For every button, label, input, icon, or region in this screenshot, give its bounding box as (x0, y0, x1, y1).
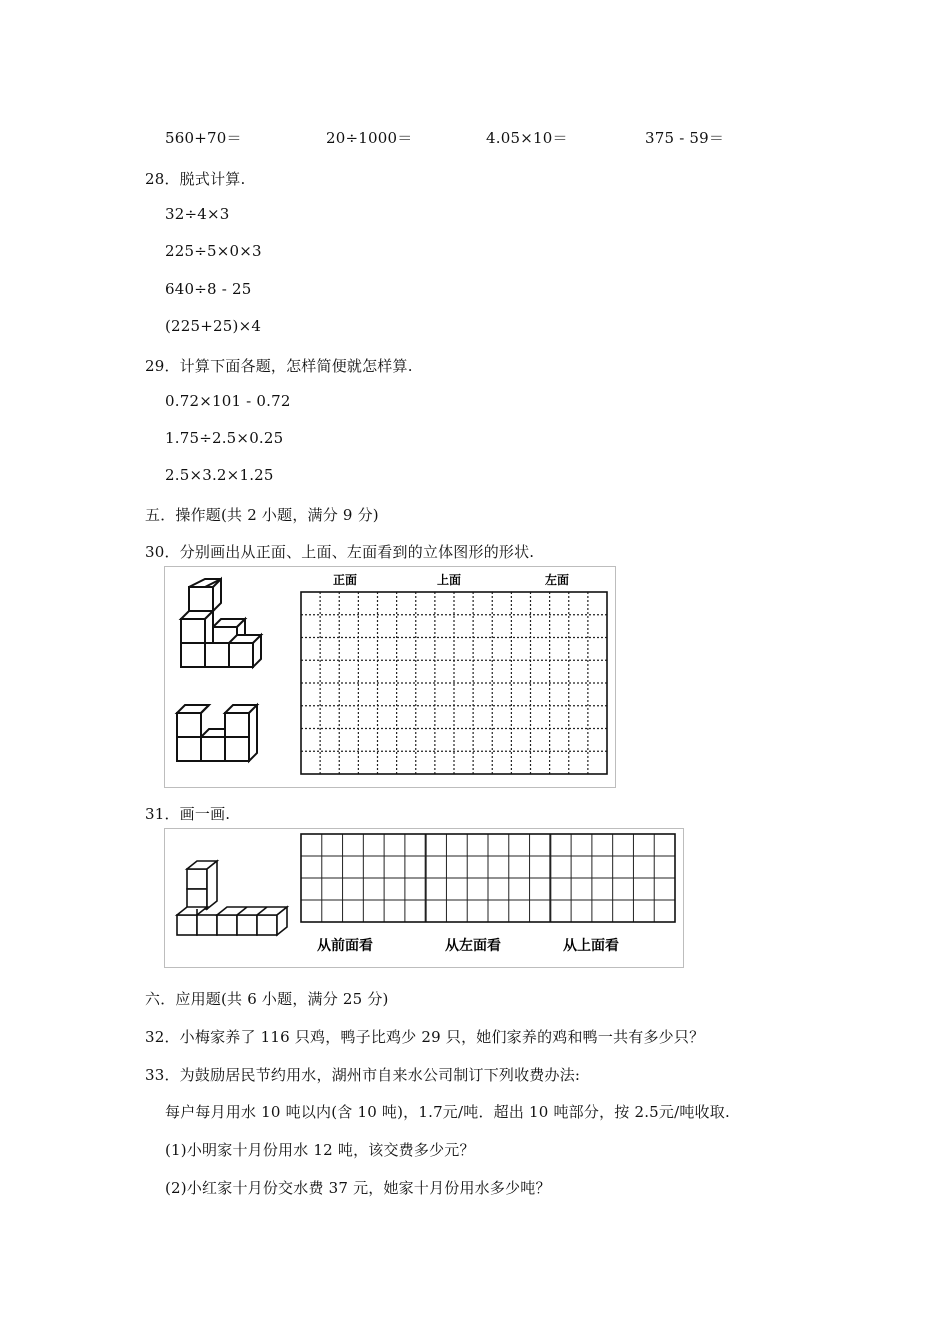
oral-calc-1: 560+70＝ (165, 129, 242, 147)
q29-title: 29．计算下面各题，怎样简便就怎样算. (145, 357, 413, 375)
q33-rule: 每户每月用水 10 吨以内(含 10 吨)，1.7元/吨．超出 10 吨部分，按 2.5元/吨收取. (165, 1103, 730, 1121)
section-6-title: 六．应用题(共 6 小题，满分 25 分) (145, 990, 389, 1008)
q31-label-left: 从左面看 (445, 938, 501, 954)
q30-label-left: 左面 (545, 573, 570, 587)
oral-calc-3: 4.05×10＝ (486, 129, 568, 147)
q28-item-2: 225÷5×0×3 (165, 242, 262, 260)
q30-drawing-grid (301, 592, 607, 774)
q29-item-3: 2.5×3.2×1.25 (165, 466, 274, 484)
q31-label-top: 从上面看 (563, 938, 619, 954)
q33-title: 33．为鼓励居民节约用水，湖州市自来水公司制订下列收费办法: (145, 1066, 581, 1084)
q28-item-3: 640÷8 - 25 (165, 280, 252, 298)
q31-label-front: 从前面看 (317, 938, 373, 954)
q33-sub-1: (1)小明家十月份用水 12 吨，该交费多少元？ (165, 1141, 475, 1159)
cube-solid-2 (177, 705, 257, 761)
oral-calc-2: 20÷1000＝ (326, 129, 413, 147)
q29-item-2: 1.75÷2.5×0.25 (165, 429, 284, 447)
q30-title: 30．分别画出从正面、上面、左面看到的立体图形的形状. (145, 543, 535, 561)
q30-figure (164, 566, 616, 788)
q33-sub-2: (2)小红家十月份交水费 37 元，她家十月份用水多少吨？ (165, 1179, 551, 1197)
oral-calc-4: 375 - 59＝ (645, 129, 725, 147)
cube-solid-1 (181, 579, 261, 667)
q32-text: 32．小梅家养了 116 只鸡，鸭子比鸡少 29 只，她们家养的鸡和鸭一共有多少只？ (145, 1028, 705, 1046)
section-5-title: 五．操作题(共 2 小题，满分 9 分) (145, 506, 379, 524)
q29-item-1: 0.72×101 - 0.72 (165, 392, 291, 410)
q28-item-4: (225+25)×4 (165, 317, 262, 335)
q31-title: 31．画一画. (145, 805, 231, 823)
q28-item-1: 32÷4×3 (165, 205, 230, 223)
q31-drawing-grid (301, 834, 675, 922)
q28-title: 28．脱式计算. (145, 170, 246, 188)
q31-figure (164, 828, 684, 968)
cube-solid-3 (177, 861, 287, 935)
q30-label-front: 正面 (333, 573, 358, 587)
q30-label-top: 上面 (437, 573, 462, 587)
